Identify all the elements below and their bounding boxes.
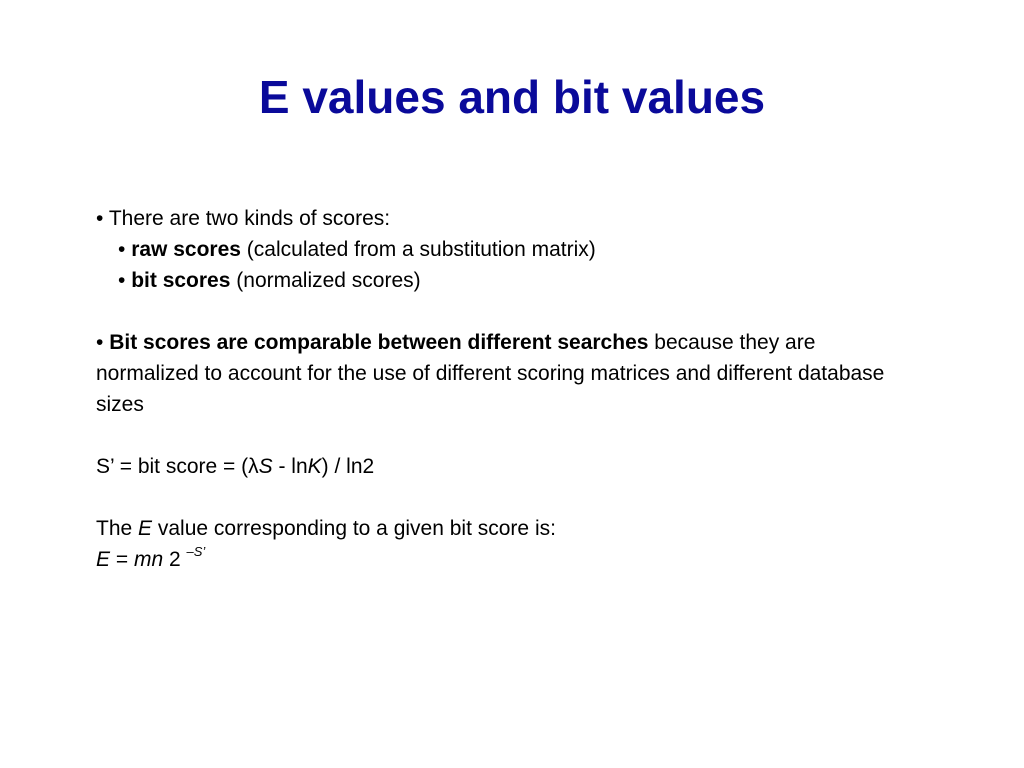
bullet: • [96, 331, 104, 354]
spacer [96, 296, 916, 327]
slide-body [96, 203, 916, 575]
evalue-formula-E: E [96, 548, 111, 571]
desc-bit-scores: (normalized scores) [236, 269, 421, 292]
evalue-formula-exponent: –S’ [186, 544, 206, 559]
spacer [96, 420, 916, 451]
evalue-intro-E: E [138, 517, 153, 540]
bullet: • [118, 238, 126, 261]
evalue-intro-the: The [96, 517, 139, 540]
formula-K: K [307, 455, 322, 478]
evalue-intro-rest: value corresponding to a given bit score is: [152, 517, 556, 540]
comparable-paragraph [96, 327, 916, 420]
evalue-formula-base: 2 [163, 548, 187, 571]
formula-lhs: S’ = bit score = ( [96, 455, 249, 478]
evalue-formula-eq: = [110, 548, 134, 571]
formula-rest: ) / ln2 [321, 455, 375, 478]
formula-S: S [258, 455, 273, 478]
comparable-rest: because they are normalized to account for the use of different scoring matrices and different database sizes [96, 331, 885, 416]
evalue-intro [96, 513, 916, 544]
lambda-symbol: λ [248, 455, 259, 478]
slide-title: E values and bit values [258, 71, 766, 123]
term-raw-scores: raw scores [131, 238, 241, 261]
term-bit-scores: bit scores [131, 269, 231, 292]
desc-raw-scores: (calculated from a substitution matrix) [246, 238, 596, 261]
intro-line [96, 203, 916, 234]
intro-text: There are two kinds of scores: [108, 207, 391, 230]
evalue-formula-mn: mn [133, 548, 164, 571]
bullet: • [118, 269, 126, 292]
comparable-bold: Bit scores are comparable between different searches [109, 331, 649, 354]
bullet: • [96, 207, 104, 230]
list-item-bit-scores [96, 265, 916, 296]
list-item-raw-scores [96, 234, 916, 265]
bit-score-formula [96, 451, 916, 482]
spacer [96, 482, 916, 513]
evalue-formula [96, 544, 916, 575]
formula-minus-ln: - ln [272, 455, 308, 478]
